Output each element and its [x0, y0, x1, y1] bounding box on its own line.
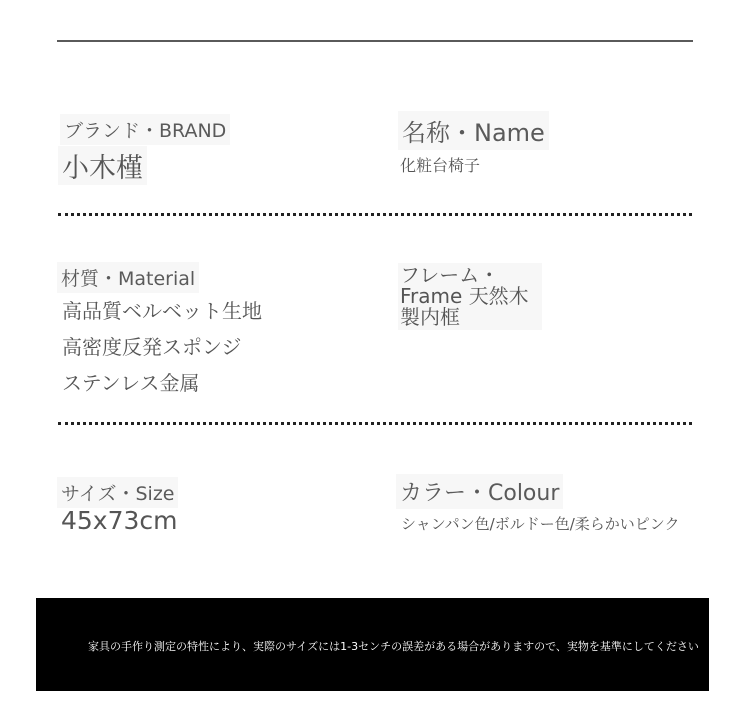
material-label: 材質・Material	[57, 262, 199, 293]
footer-note: 家具の手作り測定の特性により、実際のサイズには1-3センチの誤差がある場合がありますので、実物を基準にしてください	[88, 640, 699, 653]
dotted-divider-2	[58, 422, 692, 425]
footer-banner	[36, 598, 709, 691]
colour-label: カラー・Colour	[396, 474, 563, 509]
frame-block	[398, 263, 542, 330]
colour-value: シャンパン色/ボルドー色/柔らかいピンク	[401, 515, 680, 533]
dotted-divider-1	[58, 213, 692, 216]
size-label: サイズ・Size	[57, 477, 178, 508]
brand-value: 小木槿	[58, 146, 147, 185]
material-line: 高密度反発スポンジ	[62, 335, 242, 359]
frame-label: フレーム・Frame	[400, 263, 500, 308]
material-line: ステンレス金属	[62, 371, 200, 395]
size-value: 45x73cm	[61, 506, 178, 535]
name-label: 名称・Name	[398, 111, 549, 150]
material-line: 高品質ベルベット生地	[62, 299, 262, 323]
top-divider	[57, 40, 693, 42]
name-value: 化粧台椅子	[400, 156, 481, 175]
brand-label: ブランド・BRAND	[60, 114, 230, 145]
material-list	[62, 293, 262, 401]
frame-value: 天然木製内框	[400, 284, 529, 329]
